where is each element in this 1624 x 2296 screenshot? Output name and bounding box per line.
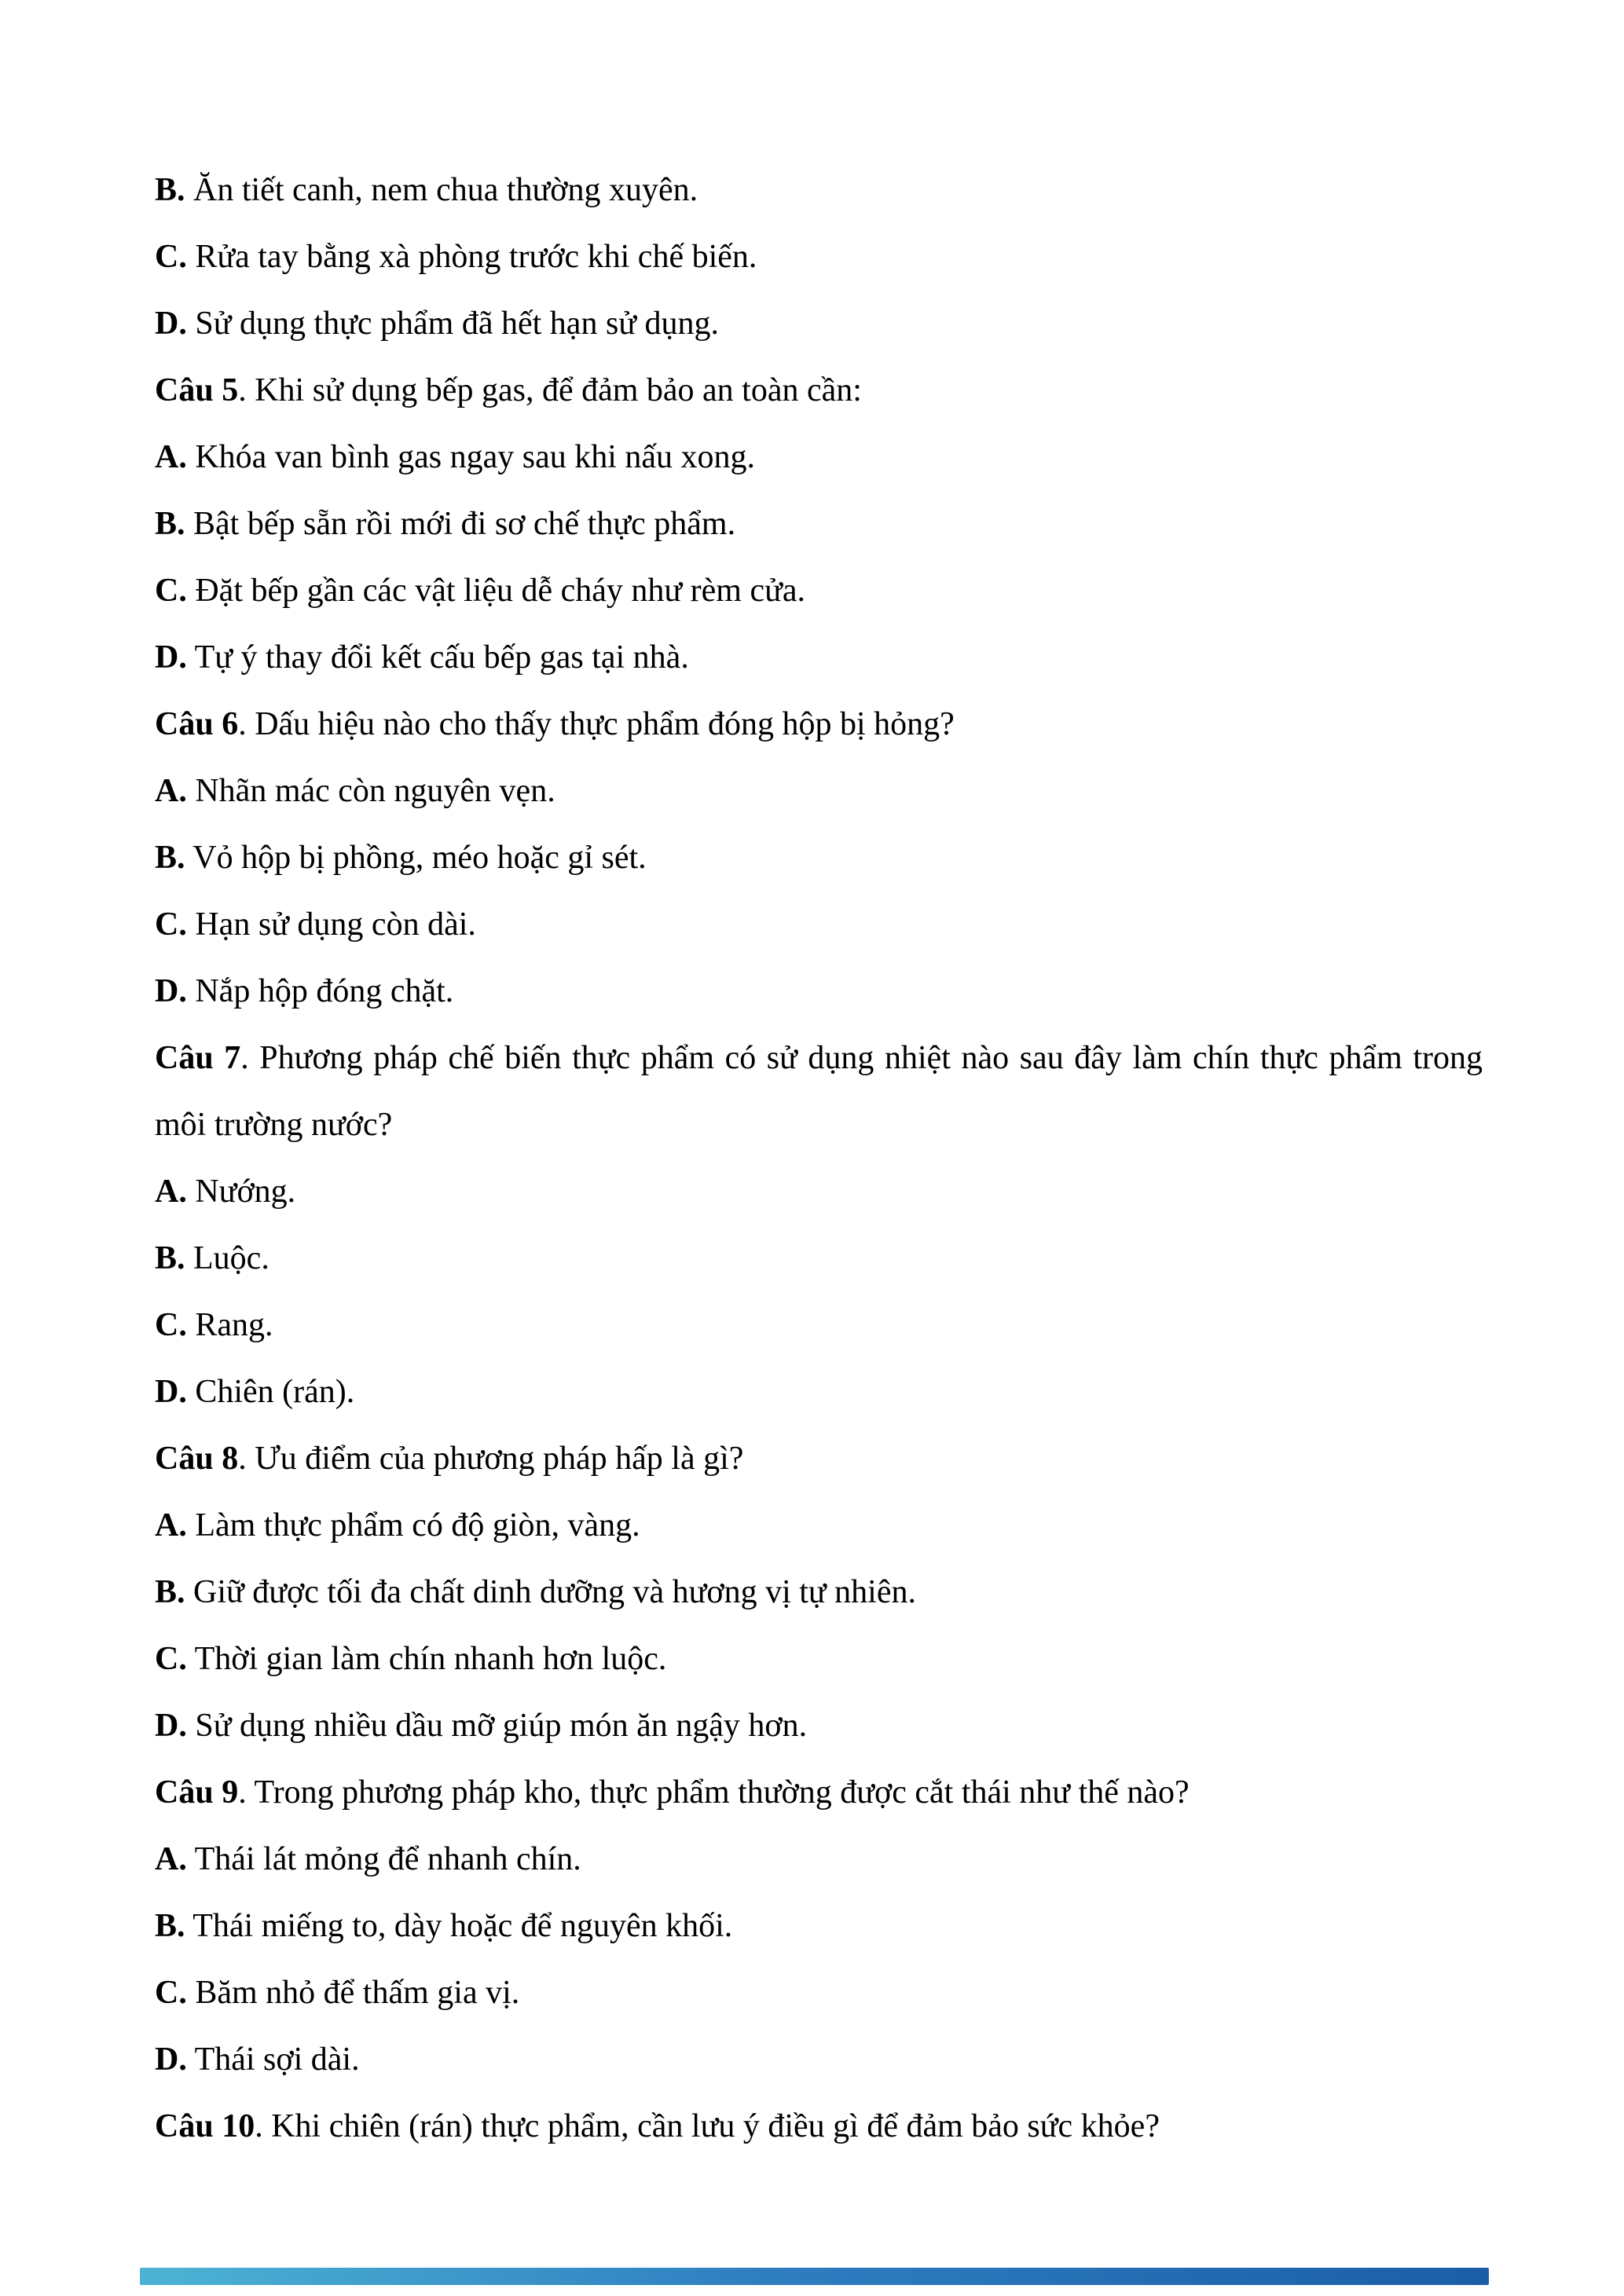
option-text: Hạn sử dụng còn dài. (186, 906, 476, 943)
question-text: . Dấu hiệu nào cho thấy thực phẩm đóng hộp bị hỏng? (238, 706, 955, 742)
question-text: . Ưu điểm của phương pháp hấp là gì? (238, 1441, 744, 1477)
question-number-label: Câu 7 (155, 1040, 241, 1076)
footer-decoration-bar (140, 2268, 1489, 2285)
option-text: Sử dụng thực phẩm đã hết hạn sử dụng. (186, 306, 720, 342)
question-line (155, 2093, 1483, 2160)
option-line (155, 224, 1483, 291)
option-letter-label: B. (155, 172, 185, 208)
option-letter-label: B. (155, 1908, 185, 1944)
option-text: Tự ý thay đổi kết cấu bếp gas tại nhà. (186, 639, 689, 676)
option-line (155, 1626, 1483, 1693)
option-letter-label: A. (155, 1174, 187, 1210)
document-page (155, 157, 1483, 2160)
option-letter-label: A. (155, 1841, 187, 1877)
option-letter-label: B. (155, 840, 185, 876)
option-text: Sử dụng nhiều dầu mỡ giúp món ăn ngậy hơn. (186, 1708, 808, 1744)
option-letter-label: B. (155, 506, 185, 542)
question-line (155, 357, 1483, 424)
option-line (155, 825, 1483, 892)
option-line (155, 2027, 1483, 2093)
option-letter-label: D. (155, 1708, 187, 1744)
option-letter-label: D. (155, 973, 187, 1009)
question-number-label: Câu 6 (155, 706, 239, 742)
option-letter-label: C. (155, 1307, 187, 1343)
option-line (155, 1359, 1483, 1426)
question-text: . Phương pháp chế biến thực phẩm có sử dụng nhiệt nào sau đây làm chín thực phẩm trong môi trường nước? (155, 1040, 1483, 1143)
option-text: Khóa van bình gas ngay sau khi nấu xong. (186, 439, 756, 475)
option-line (155, 157, 1483, 224)
question-list (155, 157, 1483, 2160)
option-text: Làm thực phẩm có độ giòn, vàng. (186, 1507, 640, 1543)
option-letter-label: C. (155, 906, 187, 943)
option-line (155, 558, 1483, 624)
question-line (155, 1426, 1483, 1492)
option-letter-label: B. (155, 1574, 185, 1610)
option-text: Thời gian làm chín nhanh hơn luộc. (186, 1641, 667, 1677)
option-letter-label: C. (155, 573, 187, 609)
option-text: Ăn tiết canh, nem chua thường xuyên. (185, 172, 698, 208)
option-letter-label: D. (155, 1374, 187, 1410)
option-line (155, 424, 1483, 491)
question-number-label: Câu 8 (155, 1441, 239, 1477)
option-text: Bật bếp sẵn rồi mới đi sơ chế thực phẩm. (185, 506, 736, 542)
option-line (155, 1960, 1483, 2027)
option-letter-label: C. (155, 1975, 187, 2011)
option-letter-label: B. (155, 1240, 185, 1276)
option-text: Thái lát mỏng để nhanh chín. (186, 1841, 581, 1877)
option-text: Băm nhỏ để thấm gia vị. (186, 1975, 520, 2011)
option-text: Thái miếng to, dày hoặc để nguyên khối. (185, 1908, 733, 1944)
option-line (155, 1693, 1483, 1760)
question-text: . Khi chiên (rán) thực phẩm, cần lưu ý điều gì để đảm bảo sức khỏe? (255, 2108, 1160, 2144)
option-text: Thái sợi dài. (186, 2041, 360, 2078)
question-text: . Trong phương pháp kho, thực phẩm thường được cắt thái như thế nào? (238, 1774, 1190, 1811)
option-line (155, 491, 1483, 558)
option-text: Rửa tay bằng xà phòng trước khi chế biến. (186, 239, 757, 275)
option-letter-label: A. (155, 439, 187, 475)
option-line (155, 1826, 1483, 1893)
option-line (155, 1225, 1483, 1292)
option-line (155, 958, 1483, 1025)
option-letter-label: A. (155, 773, 187, 809)
option-text: Nắp hộp đóng chặt. (186, 973, 454, 1009)
option-text: Nướng. (186, 1174, 296, 1210)
option-text: Đặt bếp gần các vật liệu dễ cháy như rèm cửa. (186, 573, 806, 609)
option-text: Rang. (186, 1307, 273, 1343)
question-line (155, 1760, 1483, 1826)
option-line (155, 1893, 1483, 1960)
option-line (155, 624, 1483, 691)
question-number-label: Câu 10 (155, 2108, 255, 2144)
option-text: Vỏ hộp bị phồng, méo hoặc gỉ sét. (185, 840, 647, 876)
question-text: . Khi sử dụng bếp gas, để đảm bảo an toàn cần: (238, 372, 862, 408)
option-line (155, 892, 1483, 958)
option-letter-label: C. (155, 1641, 187, 1677)
option-letter-label: D. (155, 639, 187, 676)
option-text: Chiên (rán). (186, 1374, 355, 1410)
question-number-label: Câu 5 (155, 372, 239, 408)
option-text: Luộc. (185, 1240, 269, 1276)
option-text: Giữ được tối đa chất dinh dưỡng và hương vị tự nhiên. (185, 1574, 916, 1610)
question-number-label: Câu 9 (155, 1774, 239, 1811)
option-letter-label: D. (155, 306, 187, 342)
option-line (155, 291, 1483, 357)
option-letter-label: D. (155, 2041, 187, 2078)
option-letter-label: A. (155, 1507, 187, 1543)
option-line (155, 1559, 1483, 1626)
question-line (155, 1025, 1483, 1159)
question-line (155, 691, 1483, 758)
option-text: Nhãn mác còn nguyên vẹn. (186, 773, 555, 809)
option-line (155, 1492, 1483, 1559)
option-line (155, 1159, 1483, 1225)
option-letter-label: C. (155, 239, 187, 275)
option-line (155, 758, 1483, 825)
option-line (155, 1292, 1483, 1359)
